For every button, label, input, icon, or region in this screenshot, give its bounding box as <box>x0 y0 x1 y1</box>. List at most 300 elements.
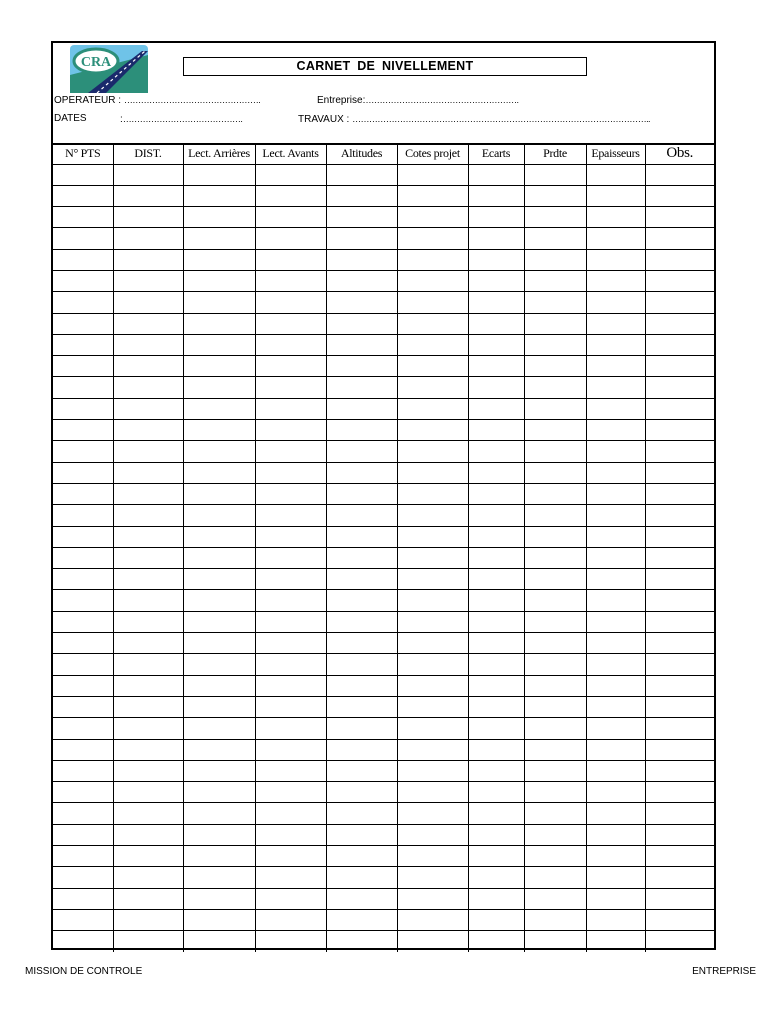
table-cell[interactable] <box>53 526 113 547</box>
table-cell[interactable] <box>255 803 326 824</box>
table-cell[interactable] <box>183 782 255 803</box>
table-cell[interactable] <box>524 292 586 313</box>
table-cell[interactable] <box>53 185 113 206</box>
table-cell[interactable] <box>113 462 183 483</box>
table-cell[interactable] <box>397 377 468 398</box>
table-cell[interactable] <box>53 483 113 504</box>
table-cell[interactable] <box>586 207 645 228</box>
table-cell[interactable] <box>468 228 524 249</box>
table-cell[interactable] <box>53 760 113 781</box>
table-cell[interactable] <box>645 547 714 568</box>
table-cell[interactable] <box>586 377 645 398</box>
table-cell[interactable] <box>53 377 113 398</box>
table-cell[interactable] <box>524 803 586 824</box>
table-cell[interactable] <box>53 590 113 611</box>
table-cell[interactable] <box>326 718 397 739</box>
table-cell[interactable] <box>113 739 183 760</box>
table-cell[interactable] <box>255 867 326 888</box>
table-cell[interactable] <box>468 398 524 419</box>
table-cell[interactable] <box>397 888 468 909</box>
table-cell[interactable] <box>468 633 524 654</box>
table-cell[interactable] <box>524 398 586 419</box>
table-cell[interactable] <box>586 185 645 206</box>
table-cell[interactable] <box>524 334 586 355</box>
table-cell[interactable] <box>326 249 397 270</box>
table-cell[interactable] <box>183 590 255 611</box>
table-cell[interactable] <box>468 803 524 824</box>
table-cell[interactable] <box>183 420 255 441</box>
table-cell[interactable] <box>255 526 326 547</box>
table-cell[interactable] <box>113 356 183 377</box>
table-cell[interactable] <box>183 313 255 334</box>
table-cell[interactable] <box>326 569 397 590</box>
table-cell[interactable] <box>468 654 524 675</box>
table-cell[interactable] <box>468 270 524 291</box>
table-cell[interactable] <box>645 313 714 334</box>
table-cell[interactable] <box>645 398 714 419</box>
table-cell[interactable] <box>524 739 586 760</box>
table-cell[interactable] <box>183 931 255 952</box>
table-cell[interactable] <box>524 718 586 739</box>
table-cell[interactable] <box>53 909 113 930</box>
table-cell[interactable] <box>468 207 524 228</box>
table-cell[interactable] <box>255 696 326 717</box>
table-cell[interactable] <box>397 249 468 270</box>
table-cell[interactable] <box>645 505 714 526</box>
table-cell[interactable] <box>53 846 113 867</box>
table-cell[interactable] <box>524 228 586 249</box>
table-cell[interactable] <box>397 739 468 760</box>
table-cell[interactable] <box>255 185 326 206</box>
table-cell[interactable] <box>53 228 113 249</box>
table-cell[interactable] <box>53 313 113 334</box>
table-cell[interactable] <box>183 356 255 377</box>
table-cell[interactable] <box>326 313 397 334</box>
table-cell[interactable] <box>53 292 113 313</box>
table-cell[interactable] <box>645 441 714 462</box>
table-cell[interactable] <box>326 909 397 930</box>
table-cell[interactable] <box>586 803 645 824</box>
table-cell[interactable] <box>397 846 468 867</box>
table-cell[interactable] <box>586 292 645 313</box>
table-cell[interactable] <box>183 867 255 888</box>
table-cell[interactable] <box>113 270 183 291</box>
table-cell[interactable] <box>468 590 524 611</box>
table-cell[interactable] <box>645 611 714 632</box>
table-cell[interactable] <box>645 164 714 185</box>
table-cell[interactable] <box>397 654 468 675</box>
table-cell[interactable] <box>113 909 183 930</box>
table-cell[interactable] <box>586 739 645 760</box>
table-cell[interactable] <box>53 611 113 632</box>
table-cell[interactable] <box>183 718 255 739</box>
table-cell[interactable] <box>326 185 397 206</box>
table-cell[interactable] <box>586 526 645 547</box>
table-cell[interactable] <box>53 824 113 845</box>
table-cell[interactable] <box>113 846 183 867</box>
table-cell[interactable] <box>113 760 183 781</box>
table-cell[interactable] <box>255 334 326 355</box>
table-cell[interactable] <box>586 334 645 355</box>
table-cell[interactable] <box>53 505 113 526</box>
table-cell[interactable] <box>113 654 183 675</box>
table-cell[interactable] <box>326 547 397 568</box>
table-cell[interactable] <box>645 654 714 675</box>
table-cell[interactable] <box>326 931 397 952</box>
table-cell[interactable] <box>586 633 645 654</box>
table-cell[interactable] <box>586 760 645 781</box>
table-cell[interactable] <box>326 483 397 504</box>
table-cell[interactable] <box>586 782 645 803</box>
table-cell[interactable] <box>397 228 468 249</box>
table-cell[interactable] <box>255 164 326 185</box>
table-cell[interactable] <box>113 867 183 888</box>
table-cell[interactable] <box>183 462 255 483</box>
table-cell[interactable] <box>326 526 397 547</box>
table-cell[interactable] <box>183 270 255 291</box>
table-cell[interactable] <box>586 569 645 590</box>
table-cell[interactable] <box>524 164 586 185</box>
table-cell[interactable] <box>255 420 326 441</box>
table-cell[interactable] <box>53 462 113 483</box>
table-cell[interactable] <box>645 931 714 952</box>
table-cell[interactable] <box>113 611 183 632</box>
table-cell[interactable] <box>524 249 586 270</box>
table-cell[interactable] <box>586 420 645 441</box>
table-cell[interactable] <box>326 739 397 760</box>
table-cell[interactable] <box>183 824 255 845</box>
table-cell[interactable] <box>586 249 645 270</box>
table-cell[interactable] <box>183 377 255 398</box>
table-cell[interactable] <box>183 846 255 867</box>
table-cell[interactable] <box>397 164 468 185</box>
table-cell[interactable] <box>524 185 586 206</box>
table-cell[interactable] <box>586 441 645 462</box>
table-cell[interactable] <box>183 505 255 526</box>
table-cell[interactable] <box>524 420 586 441</box>
table-cell[interactable] <box>468 334 524 355</box>
table-cell[interactable] <box>645 909 714 930</box>
table-cell[interactable] <box>586 356 645 377</box>
table-cell[interactable] <box>53 441 113 462</box>
table-cell[interactable] <box>397 441 468 462</box>
table-cell[interactable] <box>468 611 524 632</box>
table-cell[interactable] <box>586 867 645 888</box>
table-cell[interactable] <box>397 696 468 717</box>
table-cell[interactable] <box>113 569 183 590</box>
table-cell[interactable] <box>255 249 326 270</box>
table-cell[interactable] <box>524 782 586 803</box>
table-cell[interactable] <box>524 824 586 845</box>
table-cell[interactable] <box>586 505 645 526</box>
table-cell[interactable] <box>255 377 326 398</box>
table-cell[interactable] <box>255 569 326 590</box>
table-cell[interactable] <box>524 611 586 632</box>
table-cell[interactable] <box>53 569 113 590</box>
table-cell[interactable] <box>113 803 183 824</box>
table-cell[interactable] <box>326 803 397 824</box>
table-cell[interactable] <box>255 760 326 781</box>
table-cell[interactable] <box>397 526 468 547</box>
table-cell[interactable] <box>468 526 524 547</box>
table-cell[interactable] <box>397 718 468 739</box>
table-cell[interactable] <box>397 483 468 504</box>
table-cell[interactable] <box>113 164 183 185</box>
table-cell[interactable] <box>113 782 183 803</box>
table-cell[interactable] <box>183 675 255 696</box>
table-cell[interactable] <box>255 292 326 313</box>
table-cell[interactable] <box>53 675 113 696</box>
table-cell[interactable] <box>113 313 183 334</box>
table-cell[interactable] <box>586 846 645 867</box>
table-cell[interactable] <box>468 292 524 313</box>
table-cell[interactable] <box>645 334 714 355</box>
table-cell[interactable] <box>255 547 326 568</box>
table-cell[interactable] <box>397 633 468 654</box>
table-cell[interactable] <box>468 931 524 952</box>
table-cell[interactable] <box>53 547 113 568</box>
table-cell[interactable] <box>113 377 183 398</box>
table-cell[interactable] <box>113 718 183 739</box>
table-cell[interactable] <box>183 228 255 249</box>
table-cell[interactable] <box>397 803 468 824</box>
table-cell[interactable] <box>326 760 397 781</box>
table-cell[interactable] <box>586 313 645 334</box>
table-cell[interactable] <box>586 228 645 249</box>
table-cell[interactable] <box>113 547 183 568</box>
table-cell[interactable] <box>586 611 645 632</box>
table-cell[interactable] <box>645 739 714 760</box>
table-cell[interactable] <box>113 824 183 845</box>
table-cell[interactable] <box>397 505 468 526</box>
table-cell[interactable] <box>468 718 524 739</box>
table-cell[interactable] <box>468 696 524 717</box>
table-cell[interactable] <box>645 633 714 654</box>
table-cell[interactable] <box>113 505 183 526</box>
table-cell[interactable] <box>586 718 645 739</box>
table-cell[interactable] <box>113 931 183 952</box>
table-cell[interactable] <box>397 590 468 611</box>
table-cell[interactable] <box>113 334 183 355</box>
table-cell[interactable] <box>183 334 255 355</box>
table-cell[interactable] <box>468 483 524 504</box>
table-cell[interactable] <box>183 185 255 206</box>
table-cell[interactable] <box>586 824 645 845</box>
table-cell[interactable] <box>397 185 468 206</box>
table-cell[interactable] <box>53 334 113 355</box>
table-cell[interactable] <box>326 633 397 654</box>
table-cell[interactable] <box>397 292 468 313</box>
table-cell[interactable] <box>468 547 524 568</box>
table-cell[interactable] <box>255 888 326 909</box>
table-cell[interactable] <box>183 292 255 313</box>
table-cell[interactable] <box>326 377 397 398</box>
table-cell[interactable] <box>183 909 255 930</box>
table-cell[interactable] <box>255 270 326 291</box>
table-cell[interactable] <box>468 888 524 909</box>
table-cell[interactable] <box>255 398 326 419</box>
table-cell[interactable] <box>183 654 255 675</box>
table-cell[interactable] <box>524 846 586 867</box>
table-cell[interactable] <box>255 483 326 504</box>
table-cell[interactable] <box>326 462 397 483</box>
table-cell[interactable] <box>53 696 113 717</box>
table-cell[interactable] <box>645 207 714 228</box>
table-cell[interactable] <box>255 313 326 334</box>
table-cell[interactable] <box>645 483 714 504</box>
table-cell[interactable] <box>468 867 524 888</box>
table-cell[interactable] <box>524 356 586 377</box>
table-cell[interactable] <box>524 270 586 291</box>
table-cell[interactable] <box>397 569 468 590</box>
table-cell[interactable] <box>255 633 326 654</box>
table-cell[interactable] <box>183 611 255 632</box>
table-cell[interactable] <box>113 249 183 270</box>
table-cell[interactable] <box>113 441 183 462</box>
table-cell[interactable] <box>645 526 714 547</box>
table-cell[interactable] <box>326 505 397 526</box>
table-cell[interactable] <box>524 633 586 654</box>
table-cell[interactable] <box>645 824 714 845</box>
table-cell[interactable] <box>645 249 714 270</box>
table-cell[interactable] <box>586 888 645 909</box>
table-cell[interactable] <box>586 696 645 717</box>
table-cell[interactable] <box>645 782 714 803</box>
table-cell[interactable] <box>326 590 397 611</box>
table-cell[interactable] <box>468 739 524 760</box>
table-cell[interactable] <box>524 590 586 611</box>
table-cell[interactable] <box>326 292 397 313</box>
table-cell[interactable] <box>468 441 524 462</box>
table-cell[interactable] <box>524 462 586 483</box>
table-cell[interactable] <box>468 462 524 483</box>
table-cell[interactable] <box>326 207 397 228</box>
table-cell[interactable] <box>586 483 645 504</box>
table-cell[interactable] <box>53 718 113 739</box>
table-cell[interactable] <box>53 782 113 803</box>
table-cell[interactable] <box>524 696 586 717</box>
table-cell[interactable] <box>397 313 468 334</box>
table-cell[interactable] <box>468 675 524 696</box>
table-cell[interactable] <box>113 398 183 419</box>
table-cell[interactable] <box>326 356 397 377</box>
table-cell[interactable] <box>183 803 255 824</box>
table-cell[interactable] <box>53 654 113 675</box>
table-cell[interactable] <box>326 824 397 845</box>
table-cell[interactable] <box>183 760 255 781</box>
table-cell[interactable] <box>586 654 645 675</box>
table-cell[interactable] <box>255 590 326 611</box>
table-cell[interactable] <box>645 569 714 590</box>
table-cell[interactable] <box>645 718 714 739</box>
table-cell[interactable] <box>183 888 255 909</box>
table-cell[interactable] <box>586 909 645 930</box>
table-cell[interactable] <box>586 398 645 419</box>
table-cell[interactable] <box>183 696 255 717</box>
table-cell[interactable] <box>468 185 524 206</box>
table-cell[interactable] <box>645 228 714 249</box>
table-cell[interactable] <box>113 590 183 611</box>
table-cell[interactable] <box>468 420 524 441</box>
table-cell[interactable] <box>468 356 524 377</box>
table-cell[interactable] <box>113 228 183 249</box>
table-cell[interactable] <box>113 185 183 206</box>
table-cell[interactable] <box>524 207 586 228</box>
table-cell[interactable] <box>53 398 113 419</box>
table-cell[interactable] <box>53 249 113 270</box>
table-cell[interactable] <box>645 356 714 377</box>
table-cell[interactable] <box>326 270 397 291</box>
table-cell[interactable] <box>586 547 645 568</box>
table-cell[interactable] <box>255 462 326 483</box>
table-cell[interactable] <box>326 164 397 185</box>
table-cell[interactable] <box>53 420 113 441</box>
table-cell[interactable] <box>326 782 397 803</box>
table-cell[interactable] <box>645 462 714 483</box>
table-cell[interactable] <box>524 867 586 888</box>
table-cell[interactable] <box>397 547 468 568</box>
table-cell[interactable] <box>586 675 645 696</box>
table-cell[interactable] <box>113 526 183 547</box>
table-cell[interactable] <box>53 270 113 291</box>
table-cell[interactable] <box>468 313 524 334</box>
table-cell[interactable] <box>468 569 524 590</box>
table-cell[interactable] <box>397 270 468 291</box>
table-cell[interactable] <box>326 611 397 632</box>
table-cell[interactable] <box>468 164 524 185</box>
table-cell[interactable] <box>255 909 326 930</box>
table-cell[interactable] <box>53 207 113 228</box>
table-cell[interactable] <box>53 633 113 654</box>
table-cell[interactable] <box>326 888 397 909</box>
table-cell[interactable] <box>183 441 255 462</box>
table-cell[interactable] <box>397 867 468 888</box>
table-cell[interactable] <box>183 207 255 228</box>
table-cell[interactable] <box>645 888 714 909</box>
table-cell[interactable] <box>645 675 714 696</box>
table-cell[interactable] <box>524 313 586 334</box>
table-cell[interactable] <box>645 696 714 717</box>
table-cell[interactable] <box>326 654 397 675</box>
table-cell[interactable] <box>468 249 524 270</box>
table-cell[interactable] <box>255 739 326 760</box>
table-cell[interactable] <box>468 505 524 526</box>
table-cell[interactable] <box>255 228 326 249</box>
table-cell[interactable] <box>113 888 183 909</box>
table-cell[interactable] <box>524 931 586 952</box>
table-cell[interactable] <box>524 909 586 930</box>
table-cell[interactable] <box>183 739 255 760</box>
table-cell[interactable] <box>255 824 326 845</box>
table-cell[interactable] <box>524 675 586 696</box>
table-cell[interactable] <box>524 441 586 462</box>
table-cell[interactable] <box>183 249 255 270</box>
table-cell[interactable] <box>326 696 397 717</box>
table-cell[interactable] <box>524 547 586 568</box>
table-cell[interactable] <box>326 846 397 867</box>
table-cell[interactable] <box>397 334 468 355</box>
table-cell[interactable] <box>53 803 113 824</box>
table-cell[interactable] <box>113 633 183 654</box>
table-cell[interactable] <box>397 931 468 952</box>
table-cell[interactable] <box>468 377 524 398</box>
table-cell[interactable] <box>53 356 113 377</box>
table-cell[interactable] <box>524 760 586 781</box>
table-cell[interactable] <box>468 846 524 867</box>
table-cell[interactable] <box>524 569 586 590</box>
table-cell[interactable] <box>326 867 397 888</box>
table-cell[interactable] <box>524 505 586 526</box>
